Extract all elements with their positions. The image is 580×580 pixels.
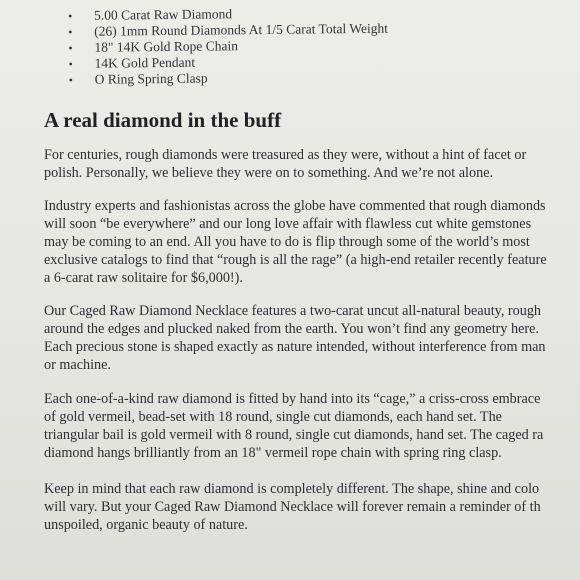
text-line: Industry experts and fashionistas across the globe have commented that rough diamonds [44, 198, 546, 214]
text-line: Each one-of-a-kind raw diamond is fitted by hand into its “cage,” a criss-cross embrace [44, 391, 541, 407]
text-line: exclusive catalogs to find that “rough is all the rage” (a high-end retailer recently feature [44, 252, 547, 268]
text-line: Each precious stone is shaped exactly as nature intended, without interference from man [44, 339, 546, 355]
bullet-icon: • [68, 24, 73, 39]
paragraph-closing [44, 480, 541, 534]
specs-list [68, 5, 389, 88]
section-heading: A real diamond in the buff [44, 108, 282, 132]
paragraph-cage [44, 390, 543, 462]
text-line: diamond hangs brilliantly from an 18" vermeil rope chain with spring ring clasp. [44, 445, 502, 461]
text-line: will soon “be everywhere” and our long love affair with flawless cut white gemstones [44, 216, 532, 232]
spec-item: • (26) 1mm Round Diamonds At 1/5 Carat Total Weight [68, 20, 389, 39]
text-line: or machine. [44, 357, 111, 373]
text-line: around the edges and plucked naked from the earth. You won’t find any geometry here. [44, 321, 539, 337]
text-line: Our Caged Raw Diamond Necklace features a two-carat uncut all-natural beauty, rough [44, 303, 542, 319]
bullet-icon: • [68, 8, 73, 23]
text-line: will vary. But your Caged Raw Diamond Necklace will forever remain a reminder of th [44, 499, 541, 515]
spec-item: • 5.00 Carat Raw Diamond [68, 6, 233, 23]
spec-item: • O Ring Spring Clasp [68, 70, 208, 87]
text-line: polish. Personally, we believe they were on to something. And we’re not alone. [44, 165, 494, 181]
text-line: a 6-carat raw solitaire for $6,000!). [44, 270, 243, 286]
bullet-icon: • [68, 72, 74, 87]
text-line: For centuries, rough diamonds were treasured as they were, without a hint of facet or [44, 147, 527, 163]
text-line: Keep in mind that each raw diamond is completely different. The shape, shine and colo [44, 481, 540, 497]
bullet-icon: • [68, 56, 73, 71]
bullet-icon: • [68, 40, 73, 55]
spec-item: • 18" 14K Gold Rope Chain [68, 38, 238, 55]
paragraph-experts [44, 197, 547, 287]
paragraph-necklace [44, 302, 546, 374]
text-line: unspoiled, organic beauty of nature. [44, 517, 248, 533]
text-line: triangular bail is gold vermeil with 8 round, single cut diamonds, hand set. The caged ra [44, 427, 544, 443]
paragraph-intro [44, 146, 526, 182]
spec-item: • 14K Gold Pendant [68, 54, 196, 71]
text-line: of gold vermeil, bead-set with 18 round, single cut diamonds, each hand set. The [44, 409, 502, 425]
text-line: may be coming to an end. All you have to do is flip through some of the world’s most [44, 234, 530, 250]
